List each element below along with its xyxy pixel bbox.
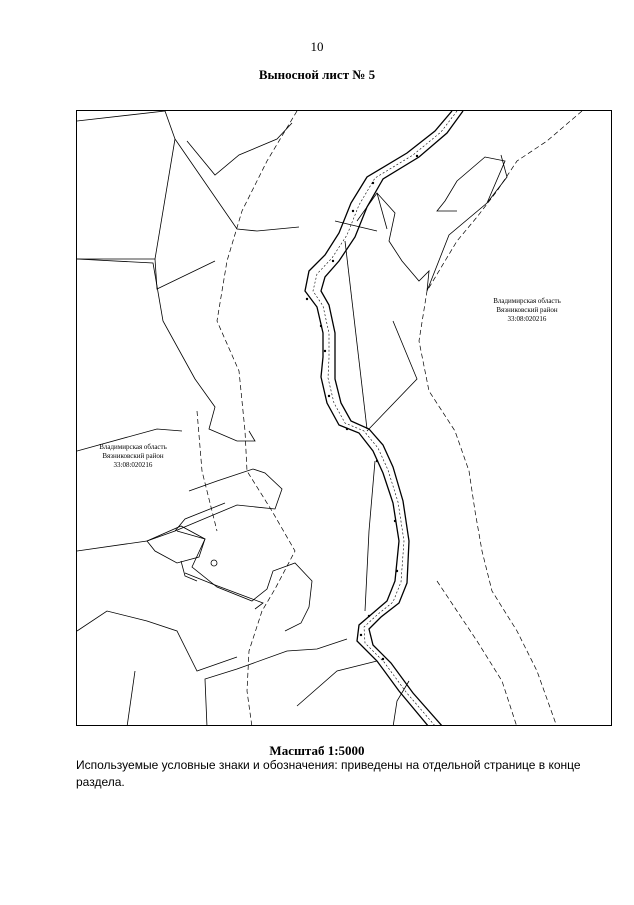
region-label-west	[83, 443, 183, 470]
parcel-boundary	[297, 661, 377, 706]
map-scale: Масштаб 1:5000	[269, 743, 365, 758]
cadastral-number: 33:08:020216	[507, 315, 547, 323]
parcel-boundary	[177, 531, 312, 631]
parcel-boundary	[77, 111, 175, 259]
river-bank-east	[321, 111, 463, 726]
district-name: Вязниковский район	[102, 452, 164, 460]
parcel-boundary	[77, 469, 282, 551]
parcel-boundary	[155, 259, 215, 289]
parcel-boundary	[181, 561, 197, 581]
parcel-boundary	[175, 139, 299, 231]
parcel-boundary	[127, 671, 135, 726]
page-number: 10	[310, 39, 324, 54]
parcel-boundary	[187, 123, 292, 175]
parcel-boundary	[77, 611, 237, 671]
region-name: Владимирская область	[99, 443, 167, 451]
parcel-boundary	[365, 461, 375, 611]
legend-note: Используемые условные знаки и обозначения: приведены на отдельной странице в конце раздела.	[76, 758, 581, 789]
parcel-boundary	[393, 681, 409, 726]
district-name: Вязниковский район	[496, 306, 558, 314]
river-channel	[313, 111, 457, 726]
landmark-marker	[211, 560, 217, 566]
parcel-boundary	[185, 573, 263, 609]
zone-boundary	[437, 581, 517, 726]
parcel-boundary	[205, 639, 347, 726]
region-name: Владимирская область	[493, 297, 561, 305]
parcel-boundary	[345, 241, 367, 429]
region-label-east	[477, 297, 577, 324]
cadastral-map	[77, 111, 612, 726]
zone-boundary	[217, 111, 297, 726]
parcel-boundary	[147, 526, 205, 563]
parcel-boundary	[367, 321, 417, 431]
cadastral-number: 33:08:020216	[113, 461, 153, 469]
sheet-title: Выносной лист № 5	[258, 67, 376, 82]
parcel-boundary	[77, 259, 255, 441]
map-frame	[76, 110, 612, 726]
parcel-boundary	[357, 157, 505, 291]
